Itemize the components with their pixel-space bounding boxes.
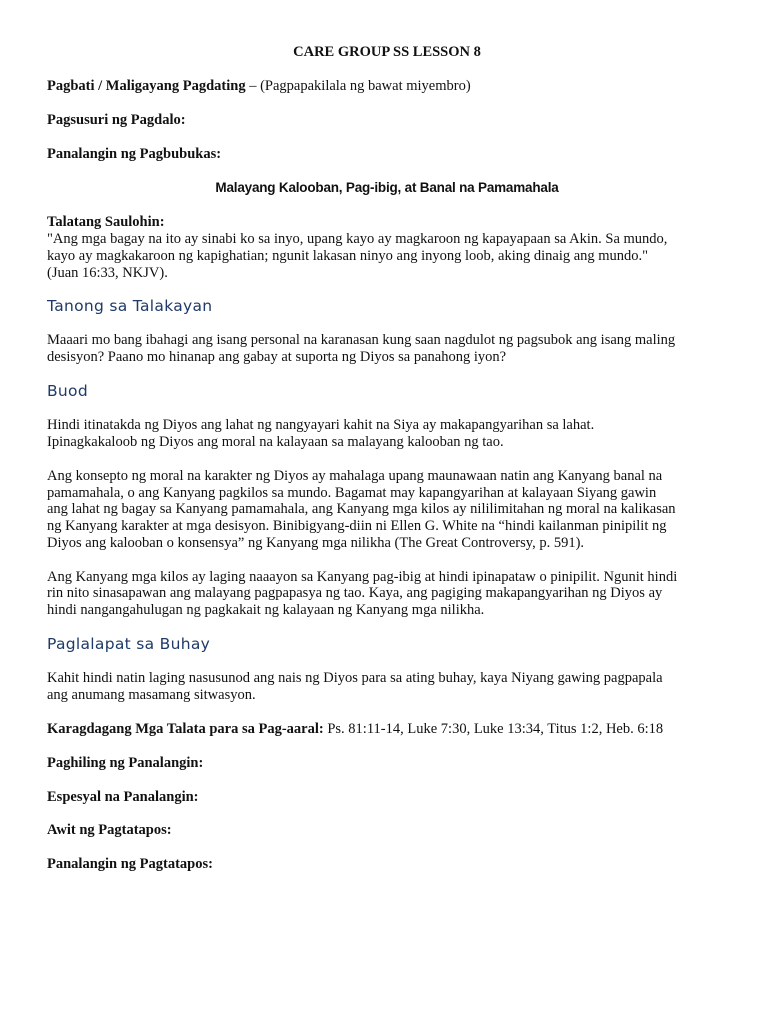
- greeting-line: [47, 78, 727, 95]
- greeting-note: (Pagpapakilala ng bawat miyembro): [260, 78, 471, 94]
- additional-verses-line: [47, 721, 727, 738]
- summary-line: pamamahala, o ang Kanyang pagkilos sa mundo. Bagamat may kapangyarihan at kalayaan Siyang gawin: [47, 485, 657, 501]
- memory-verse-line: kayo ay magkakaroon ng kapighatian; ngunit lakasan ninyo ang inyong loob, aking dinaig ang mundo.": [47, 248, 649, 264]
- summary-line: ang lahat ng bagay sa Kanyang pamamahala, ang Kanyang mga kilos ay nililimitahan ng moral na kalikasan: [47, 501, 676, 517]
- memory-verse-line: "Ang mga bagay na ito ay sinabi ko sa inyo, upang kayo ay magkaroon ng kapayapaan sa Akin. Sa mundo,: [47, 231, 668, 247]
- additional-verses-label: Karagdagang Mga Talata para sa Pag-aaral:: [47, 721, 324, 737]
- lesson-title: Malayang Kalooban, Pag-ibig, at Banal na Pamamahala: [215, 180, 559, 195]
- summary-line: Hindi itinatakda ng Diyos ang lahat ng nangyayari kahit na Siya ay makapangyarihan sa lahat.: [47, 417, 595, 433]
- summary-line: ng Kanyang karakter at mga desisyon. Binibigyang-diin ni Ellen G. White na “hindi kailanman pinipilit ng: [47, 518, 667, 534]
- application-heading: Paglalapat sa Buhay: [47, 635, 211, 653]
- opening-prayer-label: Panalangin ng Pagbubukas:: [47, 146, 222, 162]
- summary-line: Ipinagkakaloob ng Diyos ang moral na kalayaan sa malayang kalooban ng tao.: [47, 434, 504, 450]
- summary-line: Ang konsepto ng moral na karakter ng Diyos ay mahalaga upang maunawaan natin ang Kanyang banal na: [47, 468, 663, 484]
- summary-line: Ang Kanyang mga kilos ay laging naaayon sa Kanyang pag-ibig at hindi ipinapataw o pinipilit. Ngunit hindi: [47, 569, 678, 585]
- summary-line: hindi nangangahulugan ng pagkakait ng kalayaan ng Kanyang mga nilikha.: [47, 602, 485, 618]
- greeting-dash: –: [245, 78, 261, 94]
- closing-song-label: Awit ng Pagtatapos:: [47, 822, 172, 838]
- discussion-line: Maaari mo bang ibahagi ang isang personal na karanasan kung saan nagdulot ng pagsubok ang isang maling: [47, 332, 676, 348]
- greeting-label: Pagbati / Maligayang Pagdating: [47, 78, 246, 94]
- summary-heading: Buod: [47, 382, 88, 400]
- memory-verse-label: Talatang Saulohin:: [47, 214, 165, 230]
- attendance-label: Pagsusuri ng Pagdalo:: [47, 112, 186, 128]
- discussion-line: desisyon? Paano mo hinanap ang gabay at suporta ng Diyos sa panahong iyon?: [47, 349, 507, 365]
- special-prayer-label: Espesyal na Panalangin:: [47, 789, 199, 805]
- prayer-request-label: Paghiling ng Panalangin:: [47, 755, 204, 771]
- discussion-heading: Tanong sa Talakayan: [47, 297, 213, 315]
- memory-verse-line: (Juan 16:33, NKJV).: [47, 265, 168, 281]
- application-line: Kahit hindi natin laging nasusunod ang nais ng Diyos para sa ating buhay, kaya Niyang gawing pagpapala: [47, 670, 663, 686]
- additional-verses-text: Ps. 81:11-14, Luke 7:30, Luke 13:34, Titus 1:2, Heb. 6:18: [323, 721, 664, 737]
- closing-prayer-label: Panalangin ng Pagtatapos:: [47, 856, 213, 872]
- document-title: CARE GROUP SS LESSON 8: [293, 44, 481, 60]
- summary-line: Diyos ang kalooban o konsensya” ng Kanyang mga nilikha (The Great Controversy, p. 591).: [47, 535, 585, 551]
- application-line: ang anumang masamang sitwasyon.: [47, 687, 256, 703]
- summary-line: rin nito sinasapawan ang malayang pagpapasya ng tao. Kaya, ang pagiging makapangyarihan ng Diyos ay: [47, 585, 663, 601]
